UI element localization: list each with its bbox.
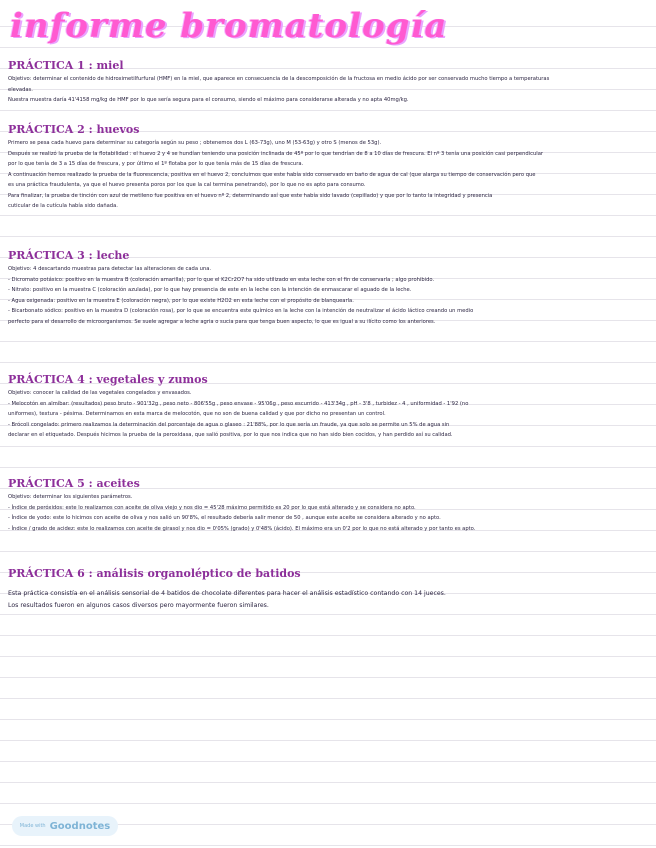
made-with-label: Made with bbox=[19, 823, 46, 829]
section-text-line: Nuestra muestra daría 41'4158 mg/kg de HMF por lo que sería segura para el consumo, siendo el máximo para considerarse alterada y no apta 40mg/kg. bbox=[8, 97, 409, 103]
section-heading: PRÁCTICA 3 : leche bbox=[8, 249, 130, 262]
goodnotes-badge[interactable] bbox=[12, 816, 118, 836]
section-text-line: - Brócoli congelado: primero realizamos la determinación del porcentaje de agua o glaseo : 21'88%, por lo que sería un fraude, ya que solo se permite un 5% de agua sin bbox=[8, 421, 450, 428]
section-practica-3 bbox=[8, 248, 648, 327]
section-text-line: uniformes), textura - pésima. Determinamos en esta marca de melocotón, que no son de buena calidad y que por dicho no presentan un control. bbox=[8, 411, 386, 417]
section-text-line: elevadas. bbox=[8, 86, 33, 93]
section-text-line: - Índice / grado de acidez: este lo realizamos con aceite de girasol y nos dio = 0'05% (grado) y 0'48% (ácido). El máximo era un 0'2 por lo que no está alterado y por tanto es apto. bbox=[8, 525, 476, 532]
section-heading: PRÁCTICA 6 : análisis organoléptico de batidos bbox=[8, 567, 301, 580]
section-text-line: - Índice de yodo: este lo hicimos con aceite de oliva y nos salió un 90'8%, el resultado debería salir menor de 50 , aunque este aceite se considera alterado y no apto. bbox=[8, 515, 441, 521]
section-text-line: Objetivo: determinar el contenido de hidroximetilfurfural (HMF) en la miel, que aparece en consecuencia de la descomposición de la fructosa en medio ácido por ser conservado mucho tiempo a temperaturas bbox=[8, 76, 550, 82]
section-text-line: Después se realizó la prueba de la flotabilidad : el huevo 2 y 4 se hundían teniendo una posición inclinada de 45º por lo que tendrían de 8 a 10 días de frescura. El nº 3 tenía una posición casi perpendicular bbox=[8, 150, 544, 157]
section-text-line: Objetivo: determinar los siguientes parámetros. bbox=[8, 494, 133, 500]
section-text-line: Primero se pesa cada huevo para determinar su categoría según su peso ; obtenemos dos L (63-73g), uno M (53-63g) y otro S (menos de 53g). bbox=[8, 140, 382, 146]
section-heading: PRÁCTICA 2 : huevos bbox=[8, 123, 140, 136]
section-heading: PRÁCTICA 1 : miel bbox=[8, 59, 124, 72]
section-practica-6 bbox=[8, 566, 648, 612]
section-text-line: por lo que tenía de 3 a 15 días de frescura, y por último el 1º flotaba por lo que tenía más de 15 días de frescura. bbox=[8, 161, 304, 167]
section-text-line: Los resultados fueron en algunos casos diversos pero mayormente fueron similares. bbox=[8, 602, 269, 609]
page-title: informe bromatología bbox=[10, 6, 448, 46]
section-heading: PRÁCTICA 5 : aceites bbox=[8, 477, 140, 490]
section-text-line: A continuación hemos realizado la prueba de la fluorescencia, positiva en el huevo 2, concluimos que este había sido conservado en baño de agua de cal (que alarga su tiempo de conservación pero que bbox=[8, 171, 536, 178]
section-text-line: - Bicarbonato sódico: positivo en la muestra D (coloración rosa), por lo que se encuentra este químico en la leche con la intención de neutralizar el ácido láctico creando un medio bbox=[8, 308, 474, 314]
section-text-line: perfecto para el desarrollo de microorganismos. Se suele agregar a leche agria o sucia para que tenga buen aspecto, lo que es igual a su ilícito como los anteriores. bbox=[8, 318, 436, 325]
section-practica-1 bbox=[8, 58, 648, 106]
section-practica-2 bbox=[8, 122, 648, 212]
section-text-line: - Melocotón en almíbar: (resultados) peso bruto - 901'32g , peso neto - 806'55g , peso envase - 95'06g , peso escurrido - 413'34g , pH - 3'8 , turbidez - 4 , uniformidad - 1'92 (no bbox=[8, 400, 469, 407]
section-text-line: es una práctica fraudulenta, ya que el huevo presenta poros por los que la cal termina penetrando), por lo que no es apto para consumo. bbox=[8, 182, 366, 188]
section-text-line: cuticular de la cutícula había sido dañada. bbox=[8, 203, 118, 209]
section-text-line: Objetivo: conocer la calidad de las vegetales congelados y envasados. bbox=[8, 390, 192, 396]
section-text-line: - Agua oxigenada: positivo en la muestra E (coloración negra), por lo que existe H2O2 en esta leche con el propósito de blanquearla. bbox=[8, 297, 354, 304]
section-text-line: Esta práctica consistía en el análisis sensorial de 4 batidos de chocolate diferentes para hacer el análisis estadístico contando con 14 jueces. bbox=[8, 590, 446, 597]
section-heading: PRÁCTICA 4 : vegetales y zumos bbox=[8, 373, 208, 386]
goodnotes-logo: Goodnotes bbox=[49, 820, 111, 832]
section-practica-5 bbox=[8, 476, 648, 534]
section-text-line: Para finalizar, la prueba de tinción con azul de metileno fue positiva en el huevo nº 2, determinando así que este había sido lavado (cepillado) y que por lo tanto la integridad y presencia bbox=[8, 192, 493, 199]
section-text-line: - Índice de peróxidos: este lo realizamos con aceite de oliva viejo y nos dio = 45'28 máximo permitido es 20 por lo que está alterado y se considera no apto. bbox=[8, 504, 416, 511]
section-text-line: - Dicromato potásico: positivo en la muestra B (coloración amarilla), por lo que el K2Cr2O7 ha sido utilizado en esta leche con el fin de conservarla ; algo prohibido. bbox=[8, 276, 435, 283]
section-practica-4 bbox=[8, 372, 648, 441]
section-text-line: Objetivo: 4 descartando muestras para detectar las alteraciones de cada una. bbox=[8, 266, 212, 272]
section-text-line: - Nitrato: positivo en la muestra C (coloración azulada), por lo que hay presencia de este en la leche con la intención de enmascarar el aguado de la leche. bbox=[8, 287, 412, 293]
section-text-line: declarar en el etiquetado. Después hicimos la prueba de la peroxidasa, que salió positiva, por lo que nos indica que no han sido bien cocidos, y han perdido así su calidad. bbox=[8, 432, 453, 438]
